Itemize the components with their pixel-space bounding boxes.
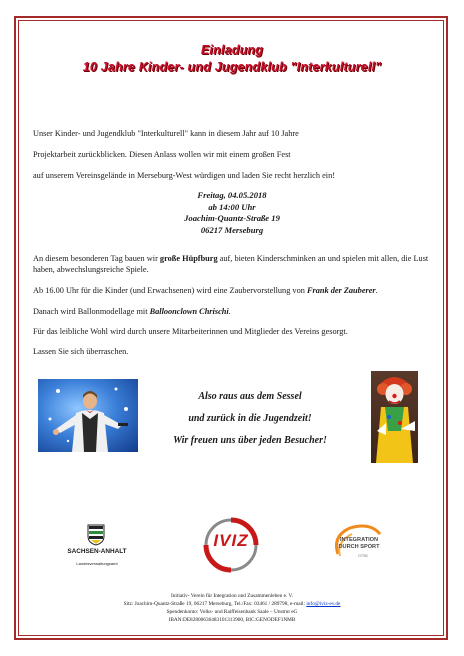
slogan-line-2: und zurück in die Jugendzeit!	[188, 413, 312, 424]
intro-line-1: Unser Kinder- und Jugendklub "Interkulturell" kann in diesem Jahr auf 10 Jahre	[33, 129, 299, 138]
detail-p3-end: .	[228, 307, 231, 316]
footer-address	[0, 600, 464, 608]
integration-line-1: INTEGRATION	[339, 537, 379, 543]
title-invitation: Einladung	[200, 43, 264, 57]
sachsen-anhalt-name: SACHSEN-ANHALT	[67, 548, 127, 555]
intro-line-2: Projektarbeit zurückblicken. Diesen Anlass wollen wir mit einem großen Fest	[33, 150, 291, 159]
slogan-line-1: Also raus aus dem Sessel	[198, 391, 302, 402]
clown-name: Balloonclown Chrischi	[149, 307, 229, 316]
event-street: Joachim-Quantz-Straße 19	[184, 213, 280, 223]
magician-name: Frank der Zauberer	[306, 286, 376, 295]
iviz-name: IVIZ	[213, 531, 249, 550]
event-info	[0, 190, 464, 236]
event-time: ab 14:00 Uhr	[208, 201, 256, 212]
clown-photo	[371, 371, 418, 463]
detail-paragraph-1	[33, 253, 438, 275]
clown-figure	[371, 371, 418, 463]
footer-email-link[interactable]: info@iviz-ev.de	[306, 601, 341, 607]
event-date: Freitag, 04.05.2018	[197, 190, 267, 200]
sachsen-anhalt-subtitle: Landesverwaltungsamt	[76, 561, 118, 566]
title-anniversary: 10 Jahre Kinder- und Jugendklub "Interkulturell"	[82, 60, 382, 74]
integration-line-2: DURCH SPORT	[338, 544, 380, 550]
footer-organization: Initiativ- Verein für Integration und Zusammenleben e. V.	[171, 593, 293, 599]
magician-figure	[38, 379, 138, 452]
detail-paragraph-3	[33, 306, 231, 317]
detail-p1-bold: große Hüpfburg	[159, 254, 218, 263]
detail-p3-text: Danach wird Ballonmodellage mit	[33, 307, 150, 316]
detail-p2-text: Ab 16.00 Uhr für die Kinder (und Erwachsenen) wird eine Zaubervorstellung von	[33, 286, 307, 295]
detail-p1-text-end: auf, bieten Kinderschminken an und spielen mit allen, die Lust haben, abwechslungsreiche Spiele.	[33, 254, 429, 274]
footer	[0, 592, 464, 624]
footer-bank: Spendenkonto: Volks- und Raiffeisenbank Saale – Unstrut eG	[166, 609, 298, 615]
integration-dtsb: DTSB	[358, 554, 368, 558]
magician-photo	[38, 379, 138, 452]
intro-line-3: auf unserem Vereinsgelände in Merseburg-West würdigen und laden Sie recht herzlich ein!	[33, 171, 335, 180]
detail-paragraph-4: Für das leibliche Wohl wird durch unsere Mitarbeiterinnen und Mitglieder des Vereins gesorgt.	[33, 327, 348, 336]
detail-paragraph-2	[33, 285, 378, 296]
detail-p1-text: An diesem besonderen Tag bauen wir	[33, 254, 160, 263]
slogan-line-3: Wir freuen uns über jeden Besucher!	[173, 435, 327, 446]
detail-paragraph-5: Lassen Sie sich überraschen.	[33, 347, 129, 356]
footer-address-text: Sitz: Joachim-Quantz-Straße 19, 06217 Merseburg, Tel./Fax: 03461 / 289798, e-mail:	[123, 601, 307, 607]
event-city: 06217 Merseburg	[200, 224, 264, 235]
detail-p2-end: .	[375, 286, 378, 295]
footer-iban: IBAN:DE82800636483101313900, BIC:GENODEF1NMB	[168, 617, 296, 623]
coat-of-arms-icon	[87, 524, 105, 546]
